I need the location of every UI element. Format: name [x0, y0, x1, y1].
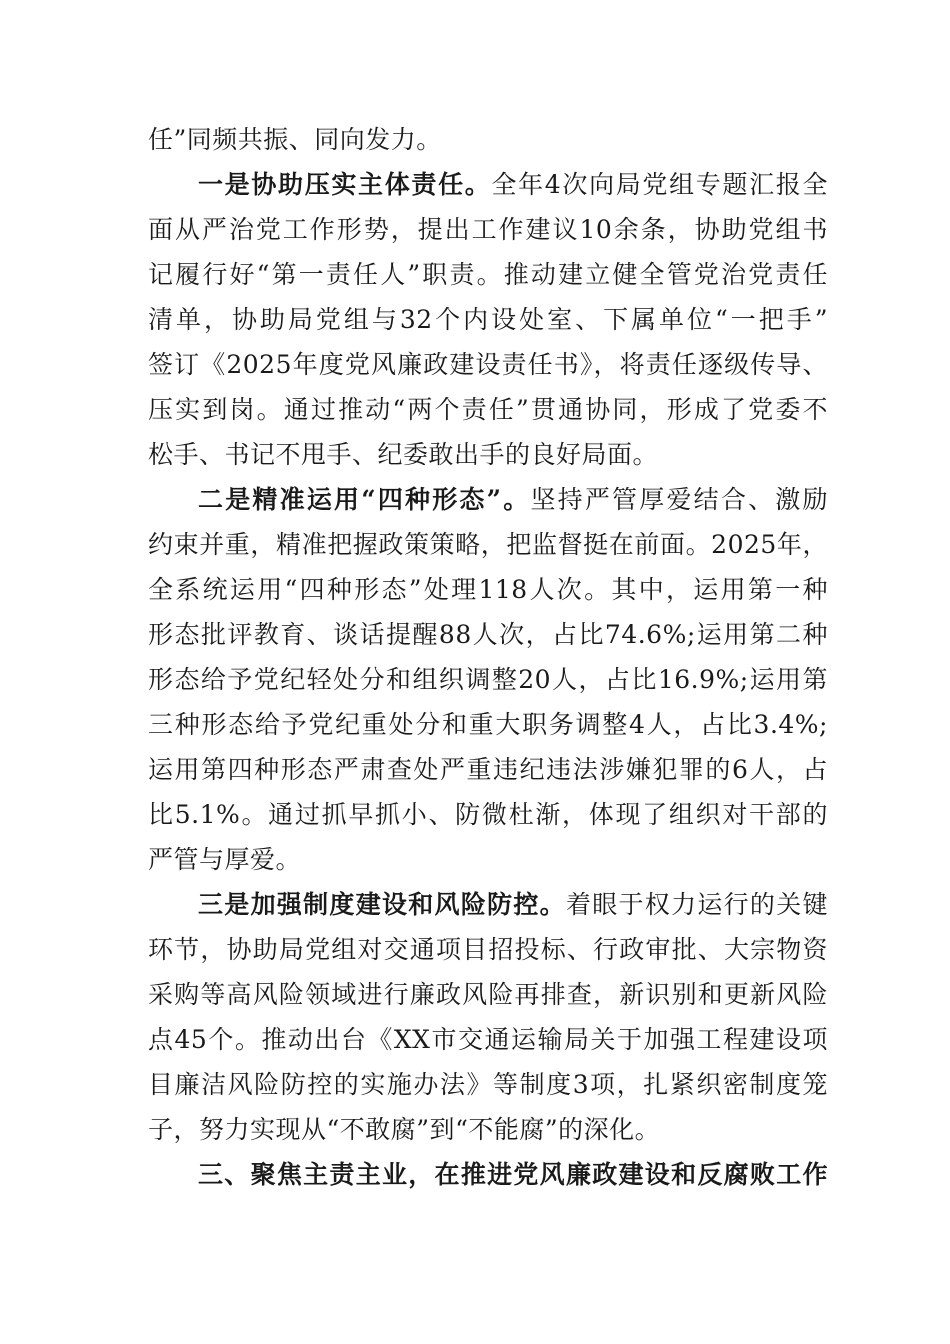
paragraph-line: 三种形态给予党纪重处分和重大职务调整4人，占比3.4%; — [148, 710, 828, 739]
paragraph-line: 子，努力实现从“不敢腐”到“不能腐”的深化。 — [148, 1115, 661, 1144]
paragraph-line: 形态批评教育、谈话提醒88人次，占比74.6%;运用第二种 — [148, 620, 828, 649]
paragraph-line: 严管与厚爱。 — [148, 845, 302, 874]
paragraph-line: 比5.1%。通过抓早抓小、防微杜渐，体现了组织对干部的 — [148, 800, 828, 829]
paragraph-line: 一是协助压实主体责任。全年4次向局党组专题汇报全 — [198, 170, 828, 199]
paragraph-line: 全系统运用“四种形态”处理118人次。其中，运用第一种 — [148, 575, 828, 604]
paragraph-line: 运用第四种形态严肃查处严重违纪违法涉嫌犯罪的6人，占 — [148, 755, 828, 784]
paragraph-line: 面从严治党工作形势，提出工作建议10余条，协助党组书 — [148, 215, 828, 244]
paragraph-line: 二是精准运用“四种形态”。坚持严管厚爱结合、激励 — [198, 485, 828, 514]
paragraph-line: 压实到岗。通过推动“两个责任”贯通协同，形成了党委不 — [148, 395, 828, 424]
paragraph-line: 约束并重，精准把握政策策略，把监督挺在前面。2025年， — [148, 530, 828, 559]
paragraph-line: 采购等高风险领域进行廉政风险再排查，新识别和更新风险 — [148, 980, 828, 1009]
paragraph-lead: 一是协助压实主体责任。 — [198, 170, 492, 199]
paragraph-line: 三是加强制度建设和风险防控。着眼于权力运行的关键 — [198, 890, 828, 919]
paragraph-line: 记履行好“第一责任人”职责。推动建立健全管党治党责任 — [148, 260, 828, 289]
paragraph-line: 点45个。推动出台《XX市交通运输局关于加强工程建设项 — [148, 1025, 828, 1054]
paragraph-lead: 二是精准运用“四种形态”。 — [198, 485, 531, 514]
section-heading: 三、聚焦主责主业，在推进党风廉政建设和反腐败工作 — [198, 1160, 828, 1189]
paragraph-line: 目廉洁风险防控的实施办法》等制度3项，扎紧织密制度笼 — [148, 1070, 828, 1099]
paragraph-line: 松手、书记不甩手、纪委敢出手的良好局面。 — [148, 440, 659, 469]
paragraph-line: 任”同频共振、同向发力。 — [148, 125, 442, 154]
paragraph-line: 签订《2025年度党风廉政建设责任书》，将责任逐级传导、 — [148, 350, 828, 379]
paragraph-line: 形态给予党纪轻处分和组织调整20人，占比16.9%;运用第 — [148, 665, 828, 694]
paragraph-line: 清单，协助局党组与32个内设处室、下属单位“一把手” — [148, 305, 828, 334]
paragraph-lead: 三是加强制度建设和风险防控。 — [198, 890, 566, 919]
paragraph-line: 环节，协助局党组对交通项目招投标、行政审批、大宗物资 — [148, 935, 828, 964]
